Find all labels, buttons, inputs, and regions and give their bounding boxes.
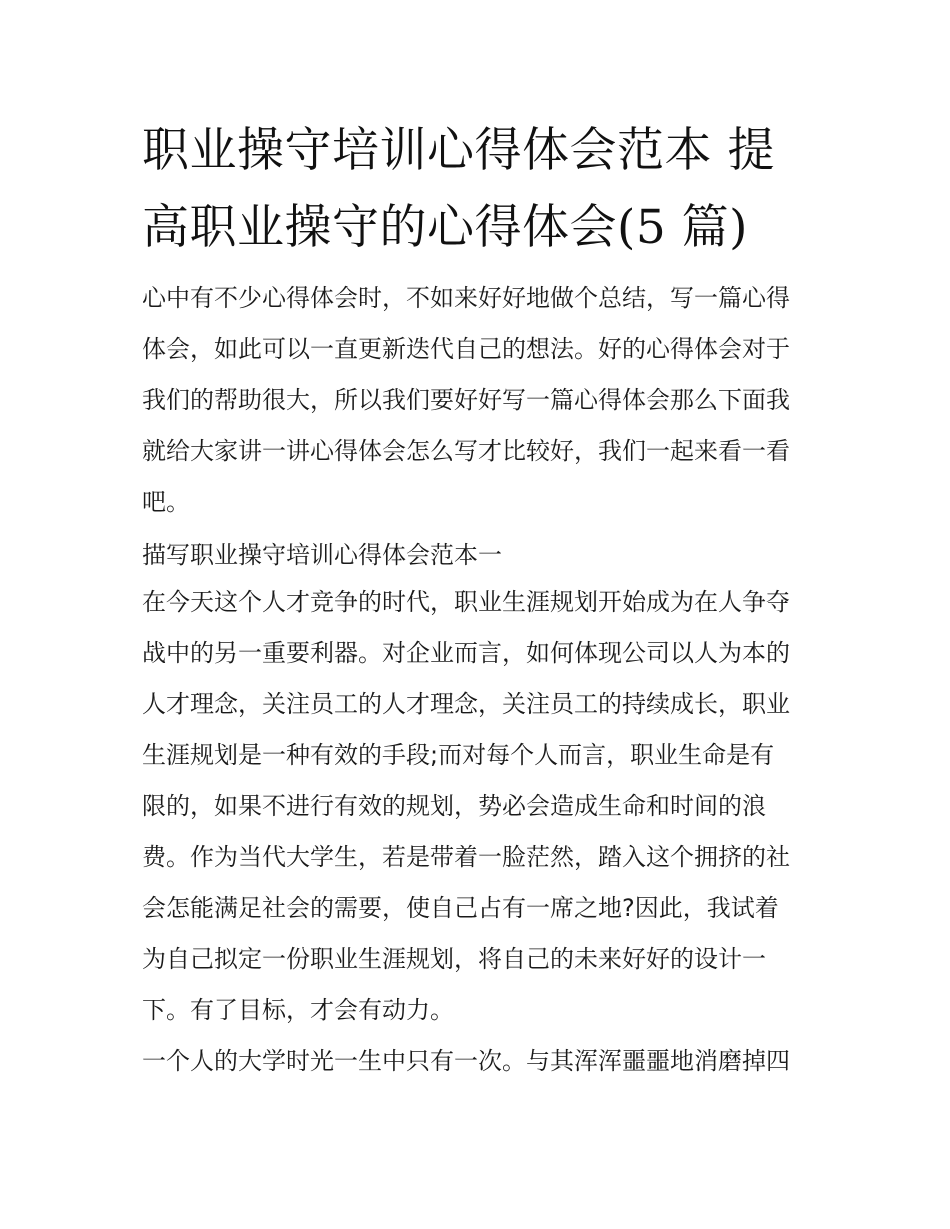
intro-line-2: 体会，如此可以一直更新迭代自己的想法。好的心得体会对于 [142, 335, 790, 363]
section-heading-text: 描写职业操守培训心得体会范本一 [142, 541, 502, 569]
title-line-1: 职业操守培训心得体会范本 提 [142, 123, 775, 178]
document-title [142, 112, 822, 266]
paragraph-1-line-1: 在今天这个人才竞争的时代，职业生涯规划开始成为在人争夺 [142, 588, 790, 616]
paragraph-2 [142, 1036, 822, 1087]
intro-line-1: 心中有不少心得体会时，不如来好好地做个总结，写一篇心得 [142, 284, 790, 312]
paragraph-1-line-6: 费。作为当代大学生，若是带着一脸茫然，踏入这个拥挤的社 [142, 843, 790, 871]
section-heading [142, 530, 822, 581]
intro-paragraph [142, 273, 822, 528]
paragraph-1-line-4: 生涯规划是一种有效的手段;而对每个人而言，职业生命是有 [142, 741, 775, 769]
paragraph-1-line-8: 为自己拟定一份职业生涯规划，将自己的未来好好的设计一 [142, 945, 766, 973]
paragraph-1-line-9: 下。有了目标，才会有动力。 [142, 996, 454, 1024]
intro-line-5: 吧。 [142, 488, 190, 516]
paragraph-1-line-2: 战中的另一重要利器。对企业而言，如何体现公司以人为本的 [142, 639, 790, 667]
paragraph-1-line-3: 人才理念，关注员工的人才理念，关注员工的持续成长，职业 [142, 690, 790, 718]
paragraph-1-line-7: 会怎能满足社会的需要，使自己占有一席之地?因此，我试着 [142, 894, 779, 922]
title-line-2: 高职业操守的心得体会(5 篇) [142, 200, 749, 255]
intro-line-3: 我们的帮助很大，所以我们要好好写一篇心得体会那么下面我 [142, 386, 790, 414]
paragraph-2-line-1: 一个人的大学时光一生中只有一次。与其浑浑噩噩地消磨掉四 [142, 1047, 790, 1075]
paragraph-1-line-5: 限的，如果不进行有效的规划，势必会造成生命和时间的浪 [142, 792, 766, 820]
intro-line-4: 就给大家讲一讲心得体会怎么写才比较好，我们一起来看一看 [142, 437, 790, 465]
paragraph-1 [142, 577, 822, 1036]
